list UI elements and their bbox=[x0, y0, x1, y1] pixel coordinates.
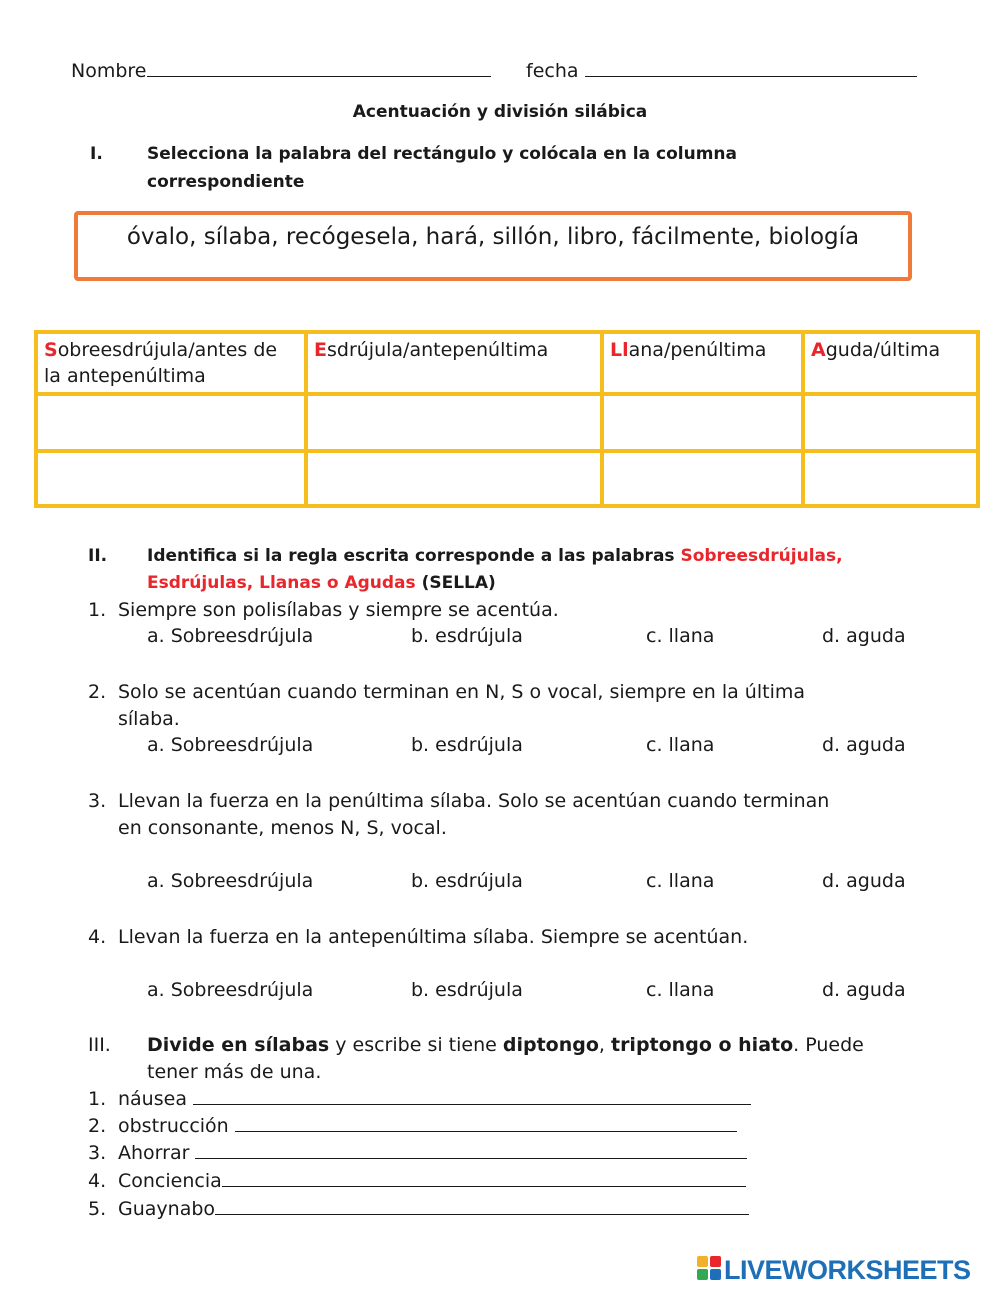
section2-instruction-text: Identifica si la regla escrita corresponde a las palabras bbox=[147, 546, 675, 566]
column-initial: S bbox=[44, 339, 58, 361]
q3-option-a[interactable]: a. Sobreesdrújula bbox=[147, 870, 314, 892]
syllable-item bbox=[118, 1168, 746, 1195]
drop-cell[interactable] bbox=[602, 394, 803, 451]
drop-cell[interactable] bbox=[36, 394, 306, 451]
column-label: sdrújula/antepenúltima bbox=[326, 339, 549, 361]
drop-cell[interactable] bbox=[306, 451, 602, 506]
liveworksheets-logo-icon bbox=[697, 1256, 721, 1280]
syllable-word: Guaynabo bbox=[118, 1198, 216, 1220]
q1-option-c[interactable]: c. llana bbox=[646, 625, 715, 647]
section2-instruction-red1: Sobreesdrújulas, bbox=[680, 546, 843, 566]
column-label: ana/penúltima bbox=[628, 339, 767, 361]
section2-instruction-line2 bbox=[147, 573, 496, 593]
syllable-item-number: 5. bbox=[88, 1198, 107, 1220]
section3-bold1: Divide en sílabas bbox=[147, 1034, 330, 1056]
section2-instruction-red2: Esdrújulas, Llanas o Agudas bbox=[147, 573, 416, 593]
question-number: 4. bbox=[88, 926, 107, 948]
column-header-llana bbox=[602, 332, 803, 394]
question-text-cont: sílaba. bbox=[118, 708, 180, 730]
question-text: Llevan la fuerza en la antepenúltima sílaba. Siempre se acentúan. bbox=[118, 926, 749, 948]
section3-text1: y escribe si tiene bbox=[329, 1034, 503, 1056]
column-label: obreesdrújula/antes de la antepenúltima bbox=[44, 339, 278, 387]
syllable-item bbox=[118, 1086, 751, 1113]
section3-instruction-line1 bbox=[147, 1032, 864, 1059]
question-text: Solo se acentúan cuando terminan en N, S o vocal, siempre en la última bbox=[118, 681, 805, 703]
q2-option-b[interactable]: b. esdrújula bbox=[411, 734, 523, 756]
name-label: Nombre bbox=[71, 60, 147, 82]
syllable-word: Conciencia bbox=[118, 1170, 222, 1192]
syllable-item-number: 1. bbox=[88, 1088, 107, 1110]
section1-numeral: I. bbox=[90, 144, 103, 164]
answer-line[interactable] bbox=[235, 1113, 737, 1132]
q3-option-c[interactable]: c. llana bbox=[646, 870, 715, 892]
section1-instruction-line2: correspondiente bbox=[147, 172, 305, 192]
section3-bold2: diptongo bbox=[502, 1034, 599, 1056]
column-initial: A bbox=[811, 339, 826, 361]
syllable-item bbox=[118, 1113, 737, 1140]
section2-instruction-line1 bbox=[147, 546, 843, 566]
page-title: Acentuación y división silábica bbox=[352, 102, 648, 122]
question-text-cont: en consonante, menos N, S, vocal. bbox=[118, 817, 447, 839]
table-header-row bbox=[36, 332, 978, 394]
column-label: guda/última bbox=[825, 339, 941, 361]
q2-option-d[interactable]: d. aguda bbox=[822, 734, 906, 756]
q3-option-d[interactable]: d. aguda bbox=[822, 870, 906, 892]
question-number: 3. bbox=[88, 790, 107, 812]
q1-option-b[interactable]: b. esdrújula bbox=[411, 625, 523, 647]
q1-option-d[interactable]: d. aguda bbox=[822, 625, 906, 647]
date-line[interactable] bbox=[585, 60, 917, 77]
word-bank-text: óvalo, sílaba, recógesela, hará, sillón, libro, fácilmente, biología bbox=[126, 224, 860, 250]
syllable-item-number: 4. bbox=[88, 1170, 107, 1192]
section3-text2: , bbox=[598, 1034, 611, 1056]
q3-option-b[interactable]: b. esdrújula bbox=[411, 870, 523, 892]
sella-table bbox=[34, 330, 980, 508]
answer-line[interactable] bbox=[222, 1168, 746, 1187]
section1-instruction-line1: Selecciona la palabra del rectángulo y colócala en la columna bbox=[147, 144, 737, 164]
q1-option-a[interactable]: a. Sobreesdrújula bbox=[147, 625, 314, 647]
syllable-word: obstrucción bbox=[118, 1115, 235, 1137]
question-number: 2. bbox=[88, 681, 107, 703]
date-field[interactable] bbox=[526, 60, 917, 82]
drop-cell[interactable] bbox=[36, 451, 306, 506]
syllable-item-number: 3. bbox=[88, 1142, 107, 1164]
drop-cell[interactable] bbox=[306, 394, 602, 451]
question-number: 1. bbox=[88, 599, 107, 621]
section2-instruction-sella: (SELLA) bbox=[421, 573, 496, 593]
question-text: Llevan la fuerza en la penúltima sílaba. Solo se acentúan cuando terminan bbox=[118, 790, 830, 812]
column-header-sobreesdrujula bbox=[36, 332, 306, 394]
q4-option-c[interactable]: c. llana bbox=[646, 979, 715, 1001]
table-row bbox=[36, 451, 978, 506]
brand-name: LIVEWORKSHEETS bbox=[724, 1255, 971, 1285]
drop-cell[interactable] bbox=[803, 451, 978, 506]
drop-cell[interactable] bbox=[803, 394, 978, 451]
q2-option-c[interactable]: c. llana bbox=[646, 734, 715, 756]
q4-option-a[interactable]: a. Sobreesdrújula bbox=[147, 979, 314, 1001]
q4-option-b[interactable]: b. esdrújula bbox=[411, 979, 523, 1001]
answer-line[interactable] bbox=[193, 1086, 751, 1105]
syllable-item bbox=[118, 1140, 747, 1167]
column-header-aguda bbox=[803, 332, 978, 394]
syllable-item-number: 2. bbox=[88, 1115, 107, 1137]
question-text: Siempre son polisílabas y siempre se acentúa. bbox=[118, 599, 559, 621]
q4-option-d[interactable]: d. aguda bbox=[822, 979, 906, 1001]
column-initial: E bbox=[314, 339, 327, 361]
syllable-word: náusea bbox=[118, 1088, 193, 1110]
column-initial: Ll bbox=[610, 339, 629, 361]
name-field[interactable] bbox=[71, 60, 491, 82]
drop-cell[interactable] bbox=[602, 451, 803, 506]
section3-numeral: III. bbox=[88, 1034, 111, 1056]
table-row bbox=[36, 394, 978, 451]
answer-line[interactable] bbox=[195, 1140, 747, 1159]
date-label: fecha bbox=[526, 60, 579, 82]
syllable-item bbox=[118, 1196, 749, 1223]
section3-text3: . Puede bbox=[793, 1034, 864, 1056]
answer-line[interactable] bbox=[215, 1196, 749, 1215]
section3-bold3: triptongo o hiato bbox=[610, 1034, 794, 1056]
name-line[interactable] bbox=[147, 60, 491, 77]
section2-numeral: II. bbox=[88, 546, 108, 566]
syllable-word: Ahorrar bbox=[118, 1142, 196, 1164]
q2-option-a[interactable]: a. Sobreesdrújula bbox=[147, 734, 314, 756]
column-header-esdrujula bbox=[306, 332, 602, 394]
section3-instruction-line2: tener más de una. bbox=[147, 1061, 322, 1083]
